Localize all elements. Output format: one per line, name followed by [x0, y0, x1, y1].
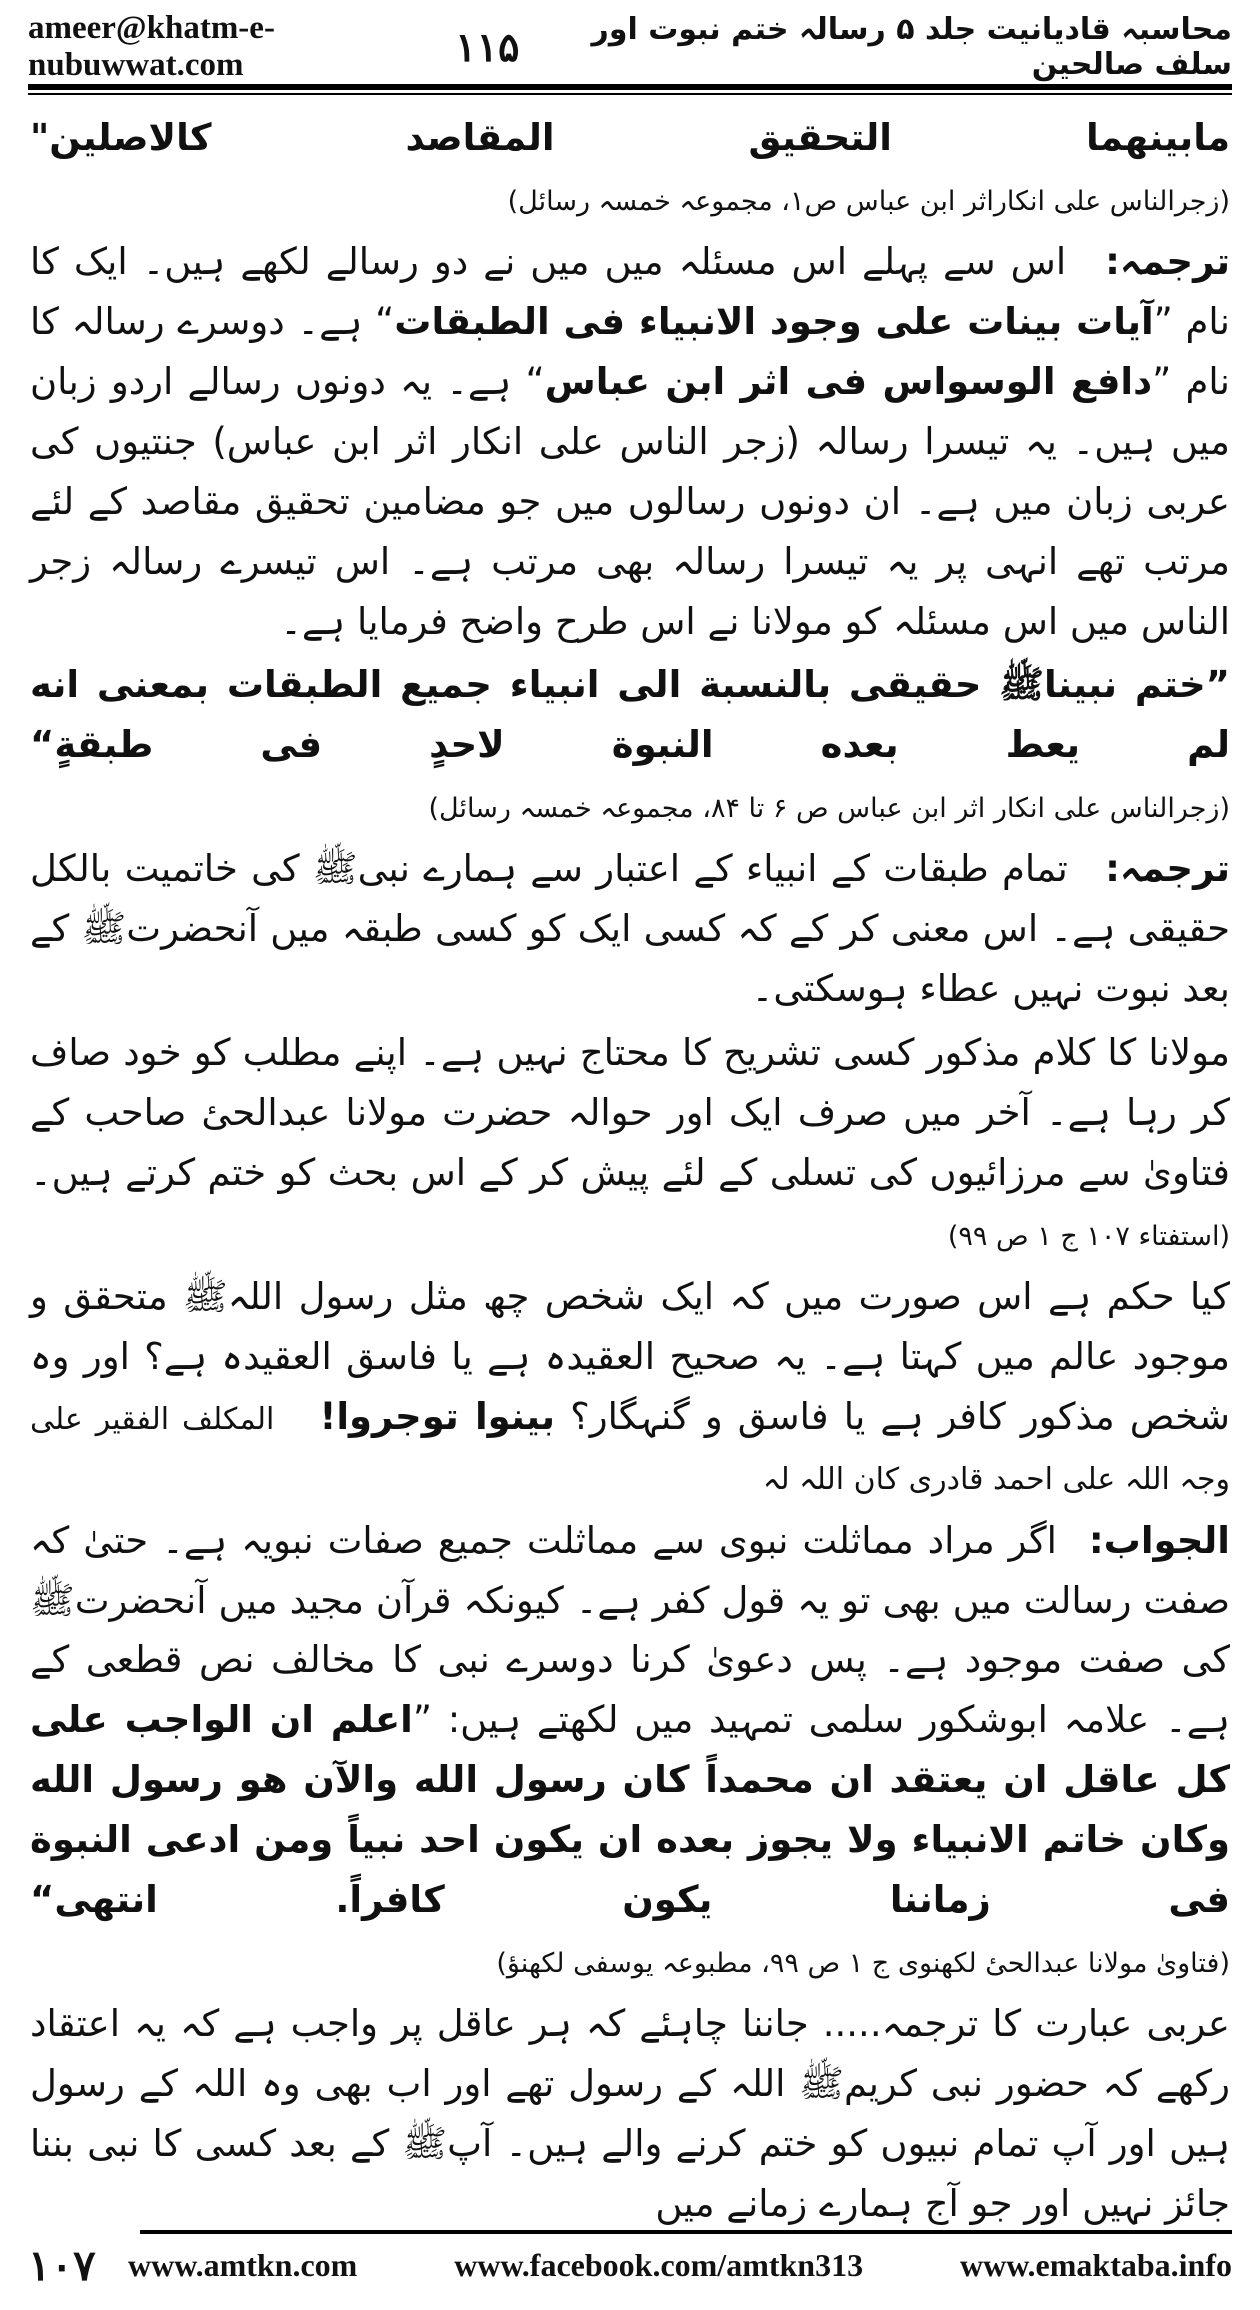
translation-label: ترجمہ:	[1105, 239, 1230, 283]
footer-link-amtkn[interactable]: www.amtkn.com	[128, 2246, 358, 2283]
arabic-title: دافع الوسواس فی اثر ابن عباس	[544, 359, 1153, 403]
paragraph-8	[30, 1994, 1230, 2234]
paragraph-text: عربی عبارت کا ترجمہ..... جاننا چاہئے کہ ہر عاقل پر واجب ہے کہ یہ اعتقاد رکھے کہ حضور نبی کریمﷺ اللہ کے رسول تھے اور اب بھی وہ اللہ کے رسول ہیں اور آپ تمام نبیوں کو ختم کرنے والے ہیں۔ آپﷺ کے بعد کسی کا نبی بننا جائز نہیں اور جو آج ہمارے زمانے میں	[30, 2002, 1230, 2225]
paragraph-3	[30, 655, 1230, 835]
answer-label: الجواب:	[1088, 1518, 1230, 1562]
header-book-title: محاسبہ قادیانیت جلد ۵ رسالہ ختم نبوت اور سلف صالحین	[591, 12, 1232, 82]
citation: (زجرالناس علی انکار اثر ابن عباس ص ۶ تا ۸۴، مجموعہ خمسہ رسائل)	[428, 793, 1230, 825]
question-text: کیا حکم ہے اس صورت میں کہ ایک شخص چھ مثل رسول اللہﷺ متحقق و موجود عالم میں کہتا ہے۔ یہ صحیح العقیدہ ہے یا فاسق العقیدہ ہے؟ اور وہ شخص مذکور کافر ہے یا فاسق و گنہگار؟	[30, 1274, 1230, 1438]
paragraph-4	[30, 839, 1230, 1019]
header-rule-thick	[28, 84, 1232, 90]
paragraph-6	[30, 1267, 1230, 1507]
citation: (زجرالناس علی انکاراثر ابن عباس ص۱، مجموعہ خمسہ رسائل)	[507, 185, 1230, 217]
footer-link-emaktaba[interactable]: www.emaktaba.info	[959, 2246, 1232, 2283]
paragraph-text: مولانا کا کلام مذکور کسی تشریح کا محتاج نہیں ہے۔ اپنے مطلب کو خود صاف کر رہا ہے۔ آخر میں صرف ایک اور حوالہ حضرت مولانا عبدالحیٔ صاحب کے فتاویٰ سے مرزائیوں کی تسلی کے لئے پیش کر کے اس بحث کو ختم کرتے ہیں۔	[30, 1031, 1230, 1194]
questioner-signature: المکلف الفقیر علی وجہ اللہ علی احمد قادری کان اللہ لہ	[30, 1401, 1230, 1497]
arabic-quote: اعلم ان الواجب علی کل عاقل ان یعتقد ان محمداً کان رسول الله والآن هو رسول الله وکان خاتم الانبیاء ولا یجوز بعده ان یکون احد نبیاً ومن ادعی النبوة فی زماننا یکون کافراً. انتهی“	[30, 1698, 1230, 1922]
arabic-quote: مابینهما التحقیق المقاصد کالاصلین"	[30, 116, 1230, 159]
citation: (فتاویٰ مولانا عبدالحیٔ لکھنوی ج ۱ ص ۹۹، مطبوعہ یوسفی لکھنؤ)	[496, 1948, 1230, 1980]
paragraph-text: اس سے پہلے اس مسئلہ میں میں نے دو رسالے لکھے ہیں۔ ایک کا نام ”	[30, 239, 1230, 343]
header-rule-thin	[28, 93, 1232, 95]
header-page-number: ۱۱۵	[455, 23, 520, 71]
arabic-quote: ”ختم نبیناﷺ حقیقی بالنسبة الی انبیاء جمیع الطبقات بمعنی انه لم یعط بعده النبوة لاحدٍ فی طبقةٍ“	[30, 663, 1230, 767]
footer-links	[128, 2247, 1232, 2284]
page-footer	[28, 2234, 1232, 2296]
answer-text: اگر مراد مماثلت نبوی سے مماثلت جمیع صفات نبویہ ہے۔ حتیٰ کہ صفت رسالت میں بھی تو یہ قول کفر ہے۔ کیونکہ قرآن مجید میں آنحضرتﷺ کی صفت موجود ہے۔ پس دعویٰ کرنا دوسرے نبی کا مخالف نص قطعی کے ہے۔ علامہ ابوشکور سلمی تمہید میں لکھتے ہیں: ”	[30, 1518, 1230, 1742]
paragraph-text: تمام طبقات کے انبیاء کے اعتبار سے ہمارے نبیﷺ کی خاتمیت بالکل حقیقی ہے۔ اس معنی کر کے کہ کسی ایک کو کسی طبقہ میں آنحضرتﷺ کے بعد نبوت نہیں عطاء ہوسکتی۔	[30, 847, 1230, 1011]
footer-page-number: ۱۰۷	[28, 2240, 96, 2290]
footer-link-facebook[interactable]: www.facebook.com/amtkn313	[454, 2246, 864, 2283]
arabic-phrase: بینوا توجروا!	[319, 1394, 555, 1438]
page-body	[30, 108, 1230, 2225]
page-header	[28, 10, 1232, 83]
translation-label: ترجمہ:	[1105, 847, 1230, 891]
paragraph-text: “ ہے۔ یہ دونوں رسالے اردو زبان میں ہیں۔ یہ تیسرا رسالہ (زجر الناس علی انکار اثر ابن عباس) جنتیوں کی عربی زبان میں ہے۔ ان دونوں رسالوں میں جو مضامین تحقیق مقاصد کے لئے مرتب تھے انہی پر یہ تیسرا رسالہ بھی مرتب ہے۔ اس تیسرے رسالہ زجر الناس میں اس مسئلہ کو مولانا نے اس طرح واضح فرمایا ہے۔	[30, 359, 1230, 643]
citation: (استفتاء ۱۰۷ ج ۱ ص ۹۹)	[947, 1220, 1230, 1252]
paragraph-5	[30, 1023, 1230, 1263]
arabic-title: آیات بینات علی وجود الانبیاء فی الطبقات	[394, 299, 1154, 343]
paragraph-7	[30, 1511, 1230, 1991]
paragraph-1	[30, 108, 1230, 228]
paragraph-2	[30, 232, 1230, 652]
paragraph-text: “ ہے۔ دوسرے رسالہ کا نام ”	[30, 299, 1230, 403]
header-email[interactable]: ameer@khatm-e-nubuwwat.com	[28, 10, 275, 83]
